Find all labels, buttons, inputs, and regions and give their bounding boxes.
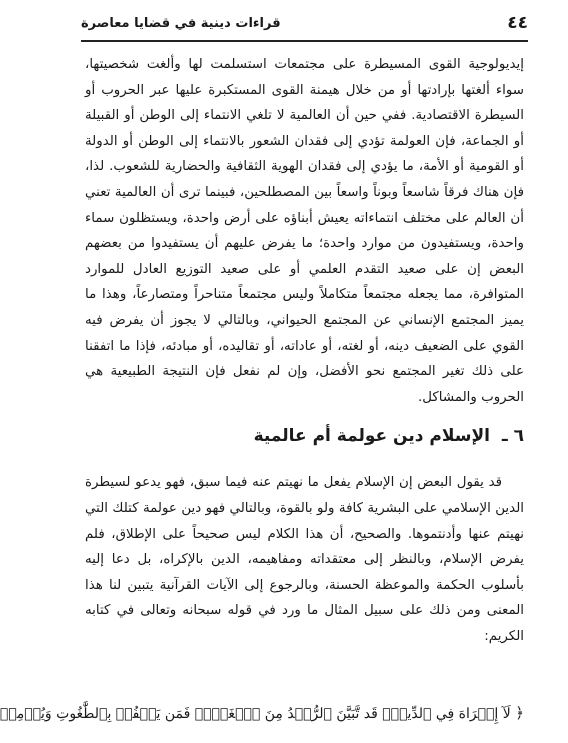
paragraph-continued: إيديولوجية القوى المسيطرة على مجتمعات استسلمت لها وألغت شخصيتها، سواء ألغتها بإرادتها أو من خلال هيمنة القوى المستكبرة عليها عبر الحروب أو السيطرة الاقتصادية. ففي حين أن العالمية لا تلغي الانتماء إلى الوطن أو القبيلة أو الجماعة، فإن العولمة تؤدي إلى فقدان الشعور بالانتماء إلى الوطن أو الدولة أو القومية أو الأمة، ما يؤدي إلى فقدان الهوية الثقافية والحضارية للشعوب. لذا، فإن هناك فرقاً شاسعاً وبوناً واسعاً بين المصطلحين، فبينما ترى أن العالمية تعني أن العالم على مختلف انتماءاته يعيش أبناؤه على أرض واحدة، ويستظلون سماء واحدة، ويستفيدون من موارد واحدة؛ ما يفرض عليهم أن يستفيدوا من بعضهم البعض إن على صعيد التقدم العلمي أو على صعيد التوزيع العادل للموارد المتوافرة، مما يجعله مجتمعاً متكاملاً وليس مجتمعاً متناحراً ومتصارعاً، وهذا ما يميز المجتمع الإنساني عن المجتمع الحيواني، وبالتالي لا يجوز أن يفرض فيه القوي على الضعيف دينه، أو لغته، أو عاداته، أو تقاليده، أو مبادئه، فإذا ما اتفقنا على ذلك تغير المجتمع نحو الأفضل، وإن لم نفعل فإن النتيجة الطبيعية هي الحروب والمشاكل. <box>85 57 524 405</box>
verse-text: لَآ إِكۡرَاهَ فِي ٱلدِّينِۖ قَد تَّبَيَّنَ ٱلرُّشۡدُ مِنَ ٱلۡغَيِّۚ فَمَن يَكۡفُرۡ بِٱلطَّٰغُوتِ وَيُؤۡمِنۢ <box>0 706 511 722</box>
running-header <box>81 10 528 36</box>
section-title: الإسلام دين عولمة أم عالمية <box>253 426 490 447</box>
quran-verse <box>0 701 524 726</box>
page-body <box>85 52 524 649</box>
paragraph-section-intro: قد يقول البعض إن الإسلام يفعل ما نهيتم عنه فيما سبق، فهو يدعو لسيطرة الدين الإسلامي على البشرية كافة ولو بالقوة، وبالتالي فهو دين عولمة كتلك التي نهيتم عنها وأدنتموها. والصحيح، أن هذا الكلام ليس صحيحاً على الإطلاق، فلم يفرض الإسلام، وبالنظر إلى معتقداته ومفاهيمه، الدين بالإكراه، بل دعا إليه بأسلوب الحكمة والموعظة الحسنة، وبالرجوع إلى الآيات القرآنية يتبين لنا هذا المعنى ومن ذلك على سبيل المثال ما ورد في قوله سبحانه وتعالى في كتابه الكريم: <box>85 475 524 644</box>
verse-open-bracket: ﴿ <box>515 704 524 722</box>
header-divider <box>81 40 528 42</box>
section-number: ٦ ـ <box>501 426 524 447</box>
section-heading <box>85 424 524 448</box>
book-title: قراءات دينية في قضايا معاصرة <box>81 15 281 31</box>
page-number: ٤٤ <box>507 13 528 33</box>
